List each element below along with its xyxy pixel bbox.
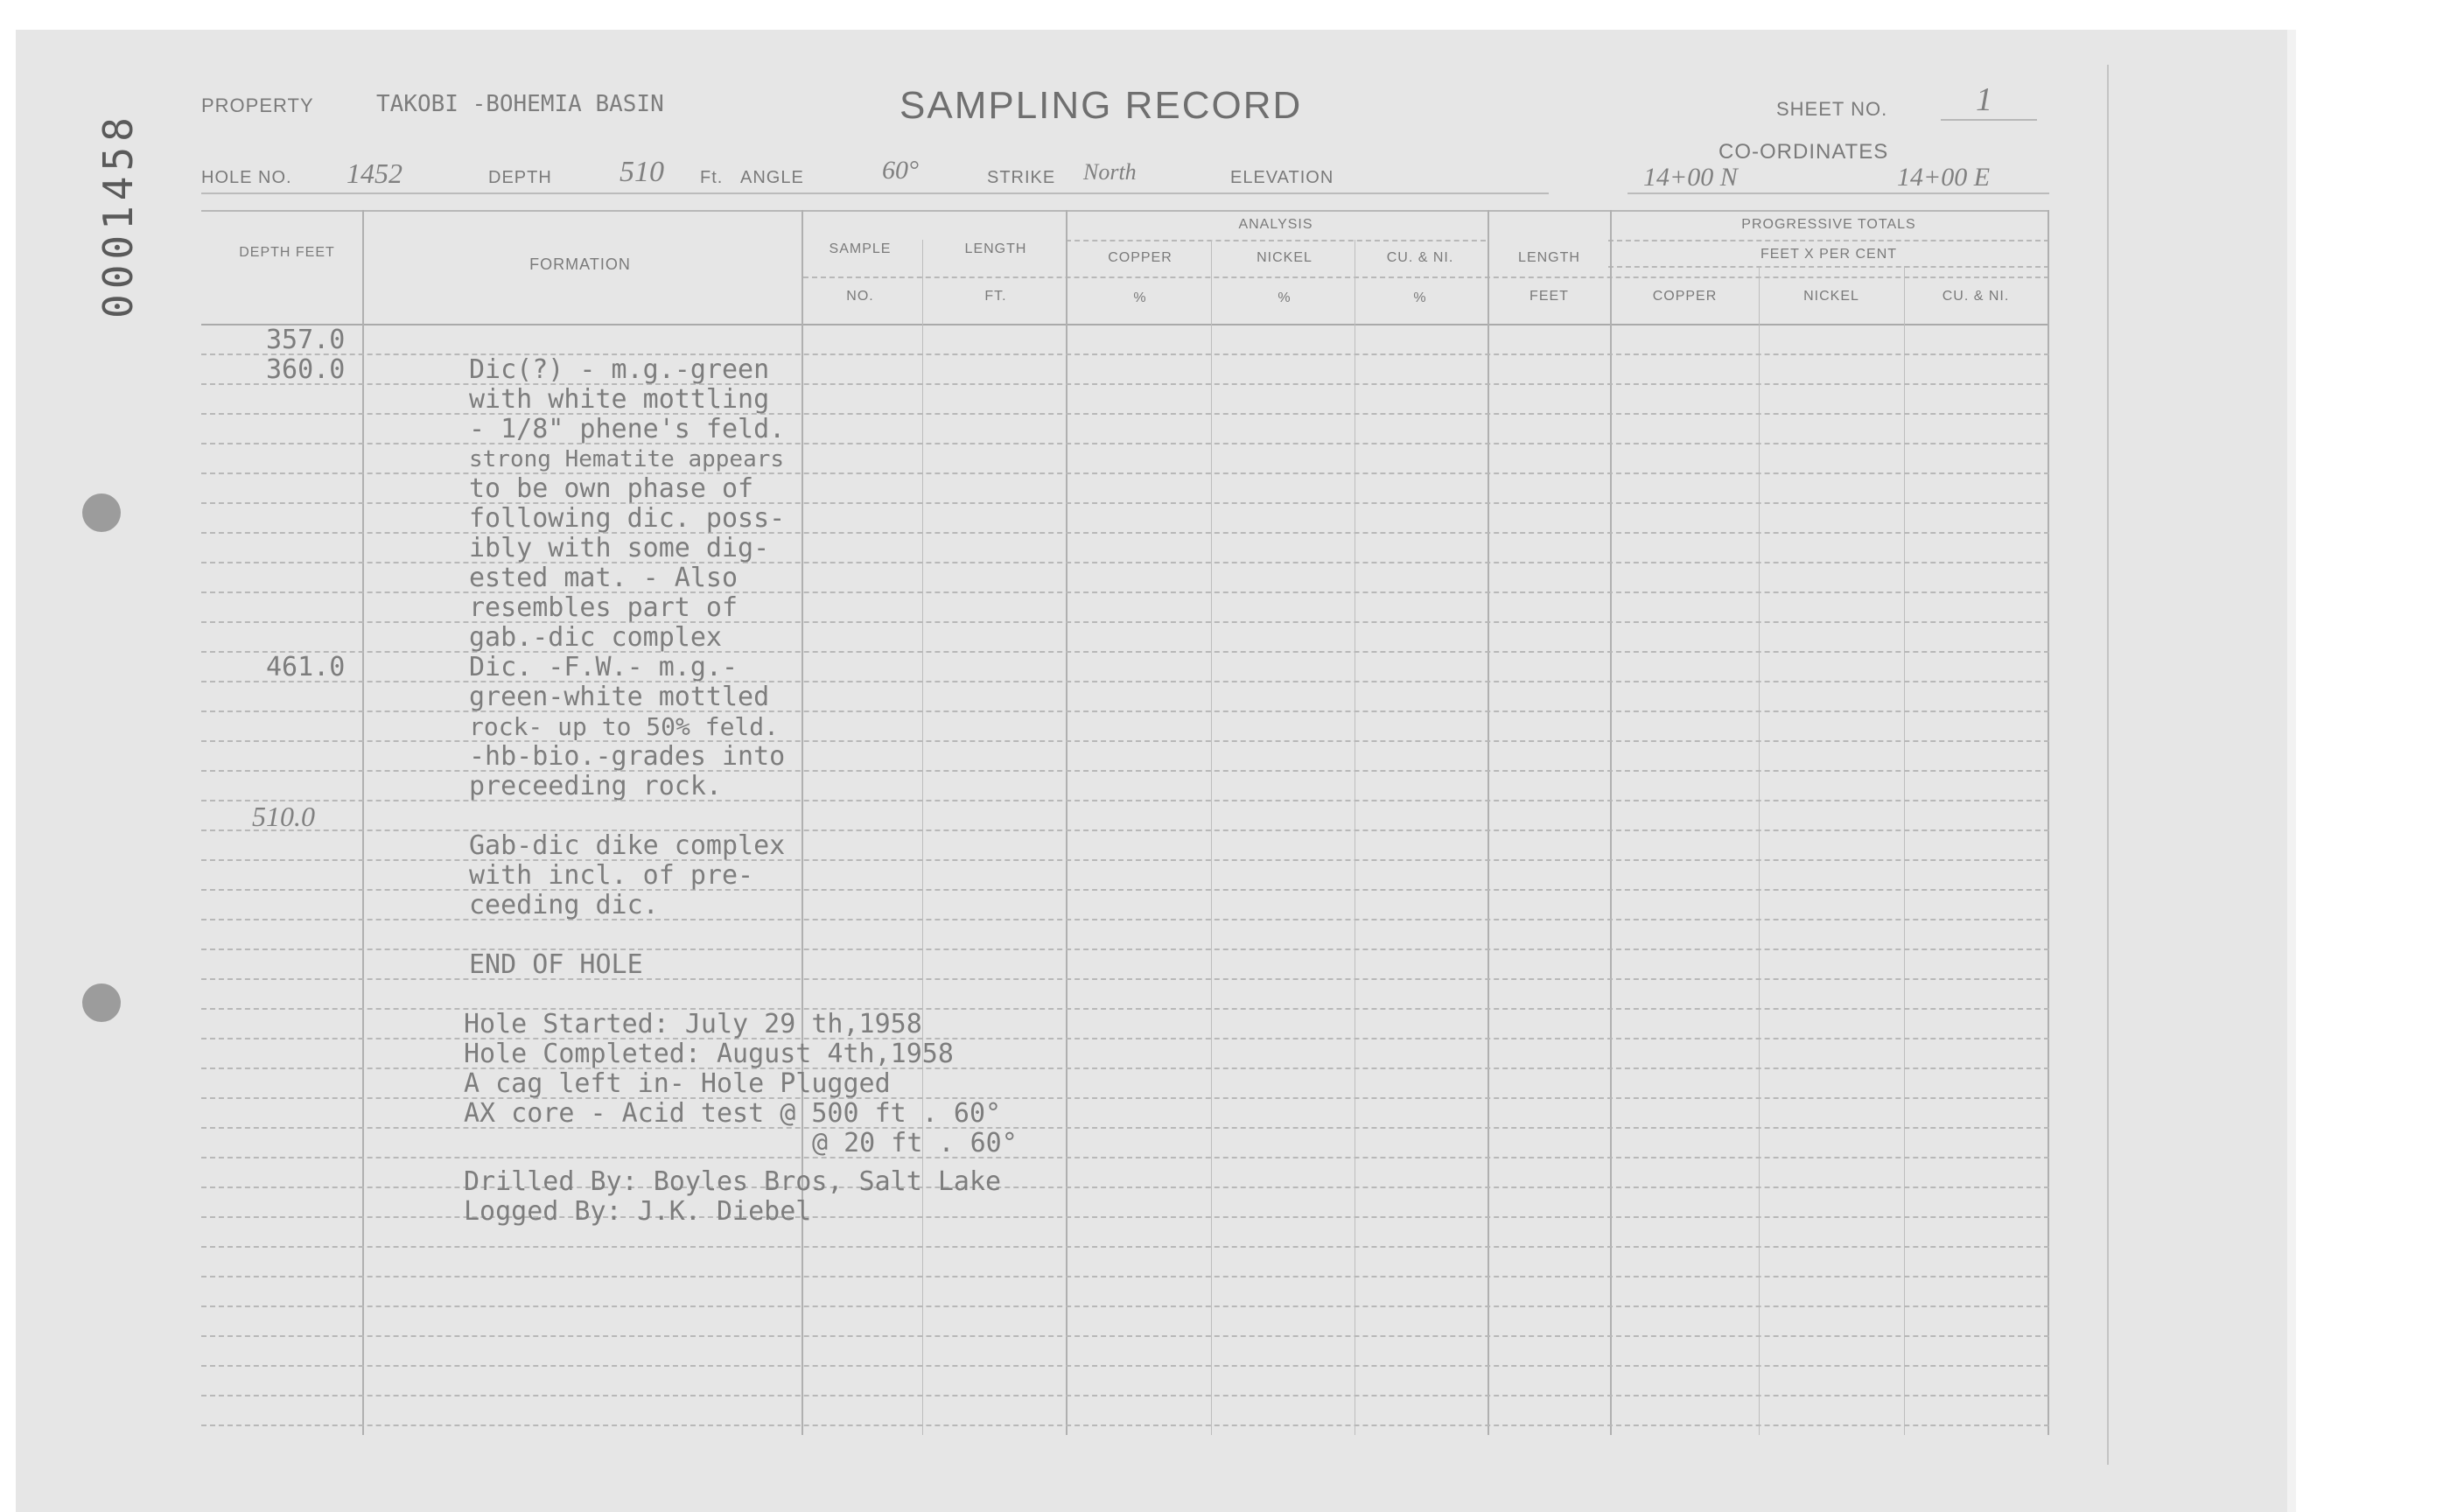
elevation-label: ELEVATION [1230,168,1334,187]
note-line: AX core - Acid test @ 500 ft . 60° [464,1098,1002,1129]
note-line: Hole Completed: August 4th,1958 [464,1039,954,1069]
angle-label: ANGLE [740,168,804,187]
formation-line: with incl. of pre- [469,860,754,891]
strike-label: STRIKE [987,168,1056,187]
formation-line: gab.-dic complex [469,622,722,653]
sheet-label: SHEET NO. [1776,98,1888,120]
note-line: Logged By: J.K. Diebel [464,1196,812,1227]
formation-line: strong Hematite appears [469,446,785,472]
col-sample: SAMPLE [829,242,892,256]
col-length2: LENGTH [1518,250,1580,265]
hole-label: HOLE NO. [201,168,292,187]
note-line: Drilled By: Boyles Bros, Salt Lake [464,1166,1002,1197]
formation-line: Dic(?) - m.g.-green [469,354,770,385]
property-label: PROPERTY [201,94,314,116]
formation-line: preceeding rock. [469,771,722,802]
col-copper: COPPER [1108,250,1172,265]
col-length-ft: FT. [984,289,1007,304]
depth-label: DEPTH [488,168,552,187]
property-value: TAKOBI -BOHEMIA BASIN [376,91,664,117]
col-prog-nickel: NICKEL [1803,289,1859,304]
coord-e: 14+00 E [1897,163,1991,192]
formation-line: rock- up to 50% feld. [469,712,780,741]
formation-line: following dic. poss- [469,503,786,534]
depth-value: 510 [620,156,664,188]
sheet-value: 1 [1976,81,1992,118]
formation-line: - 1/8" phene's feld. [469,414,786,444]
formation-line: END OF HOLE [469,949,643,980]
formation-line: ested mat. - Also [469,563,738,593]
formation-line: -hb-bio.-grades into [469,741,786,772]
note-line: @ 20 ft . 60° [812,1128,1018,1158]
col-cuni-pct: % [1413,290,1427,305]
col-feet-x-pct: FEET X PER CENT [1760,247,1898,262]
col-analysis: ANALYSIS [1238,217,1313,232]
note-line: A cag left in- Hole Plugged [464,1068,891,1099]
note-line: Hole Started: July 29 th,1958 [464,1009,922,1040]
col-sample-no: NO. [846,289,874,304]
col-nickel: NICKEL [1256,250,1312,265]
col-prog-copper: COPPER [1652,289,1718,304]
depth-3: 461.0 [266,652,346,682]
coord-n: 14+00 N [1643,163,1738,192]
col-nickel-pct: % [1278,290,1292,305]
punch-hole-top [82,494,121,532]
formation-line: ceeding dic. [469,890,659,920]
col-depth-feet: DEPTH FEET [239,245,335,260]
formation-line: with white mottling [469,384,770,415]
depth-1: 357.0 [266,325,346,355]
angle-value: 60° [882,156,919,185]
formation-line: Dic. -F.W.- m.g.- [469,652,738,682]
formation-line: to be own phase of [469,473,754,504]
col-length: LENGTH [964,242,1027,256]
side-stamp: 0001458 [94,112,142,318]
coordinates-label: CO-ORDINATES [1718,140,1889,164]
formation-line: green-white mottled [469,682,770,712]
col-prog-cuni: CU. & NI. [1942,289,2010,304]
formation-line: ibly with some dig- [469,533,770,564]
strike-value: North [1083,159,1137,185]
depth-2: 360.0 [266,354,346,385]
col-formation: FORMATION [529,256,631,273]
col-cu-ni: CU. & NI. [1386,250,1454,265]
ft-label: Ft. [700,168,724,187]
page-title: SAMPLING RECORD [900,84,1303,127]
depth-5: 510.0 [252,801,315,832]
col-progressive: PROGRESSIVE TOTALS [1741,217,1916,232]
punch-hole-bottom [82,984,121,1022]
col-copper-pct: % [1133,290,1147,305]
col-feet: FEET [1530,289,1569,304]
formation-line: Gab-dic dike complex [469,830,786,861]
formation-line: resembles part of [469,592,738,623]
hole-value: 1452 [346,158,402,189]
edge-strip [2287,30,2296,1512]
sampling-record-sheet [16,30,2287,1512]
